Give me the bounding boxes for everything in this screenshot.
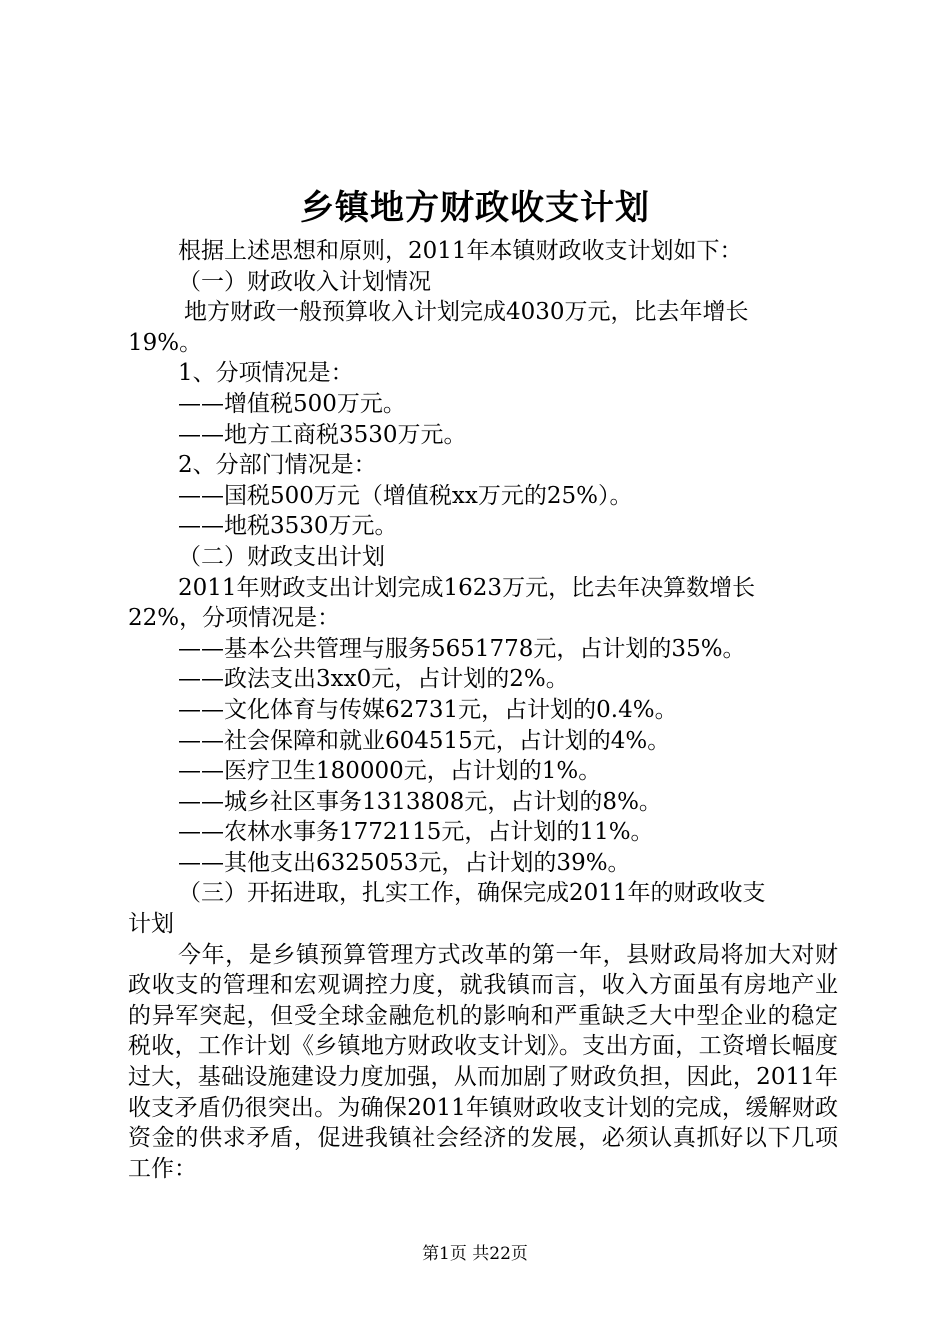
list-item: ——城乡社区事务1313808元，占计划的8%。 — [178, 788, 662, 815]
document-body — [128, 236, 838, 1184]
page-number: 第1页 共22页 — [422, 1244, 528, 1264]
list-item: ——政法支出3xx0元，占计划的2%。 — [178, 666, 569, 693]
list-item: ——文化体育与传媒62731元，占计划的0.4%。 — [178, 696, 678, 723]
list-item: ——地税3530万元。 — [178, 513, 398, 540]
text-line: 22%，分项情况是： — [128, 605, 341, 632]
final-paragraph: 今年，是乡镇预算管理方式改革的第一年，县财政局将加大对财政收支的管理和宏观调控力度，就我镇而言，收入方面虽有房地产业的异军突起，但受全球金融危机的影响和严重缺乏大中型企业的稳定税收，工作计划《乡镇地方财政收支计划》。支出方面，工资增长幅度过大，基础设施建设力度加强，从而加剧了财政负担，因此，2011年收支矛盾仍很突出。为确保2011年镇财政收支计划的完成，缓解财政资金的供求矛盾，促进我镇社会经济的发展，必须认真抓好以下几项工作： — [128, 941, 838, 1182]
list-item: ——医疗卫生180000元，占计划的1%。 — [178, 758, 602, 785]
text-line: 地方财政一般预算收入计划完成4030万元，比去年增长 — [184, 299, 749, 326]
text-line: 计划 — [128, 911, 174, 938]
text-line: 2011年财政支出计划完成1623万元，比去年决算数增长 — [178, 574, 756, 601]
list-item: ——地方工商税3530万元。 — [178, 421, 467, 448]
subheading-line: 1、分项情况是： — [178, 360, 354, 387]
text-line: 19%。 — [128, 329, 203, 356]
section-heading-expenditure: （二）财政支出计划 — [178, 543, 385, 570]
section-heading-income: （一）财政收入计划情况 — [178, 268, 431, 295]
list-item: ——国税500万元（增值税xx万元的25%）。 — [178, 482, 633, 509]
list-item: ——其他支出6325053元，占计划的39%。 — [178, 849, 631, 876]
section-heading-work: （三）开拓进取，扎实工作，确保完成2011年的财政收支 — [178, 880, 766, 907]
list-item: ——农林水事务1772115元，占计划的11%。 — [178, 819, 654, 846]
list-item: ——社会保障和就业604515元，占计划的4%。 — [178, 727, 671, 754]
document-title: 乡镇地方财政收支计划 — [300, 188, 650, 228]
subheading-line: 2、分部门情况是： — [178, 452, 377, 479]
list-item: ——增值税500万元。 — [178, 390, 406, 417]
list-item: ——基本公共管理与服务5651778元，占计划的35%。 — [178, 635, 746, 662]
intro-line: 根据上述思想和原则，2011年本镇财政收支计划如下： — [178, 238, 743, 264]
